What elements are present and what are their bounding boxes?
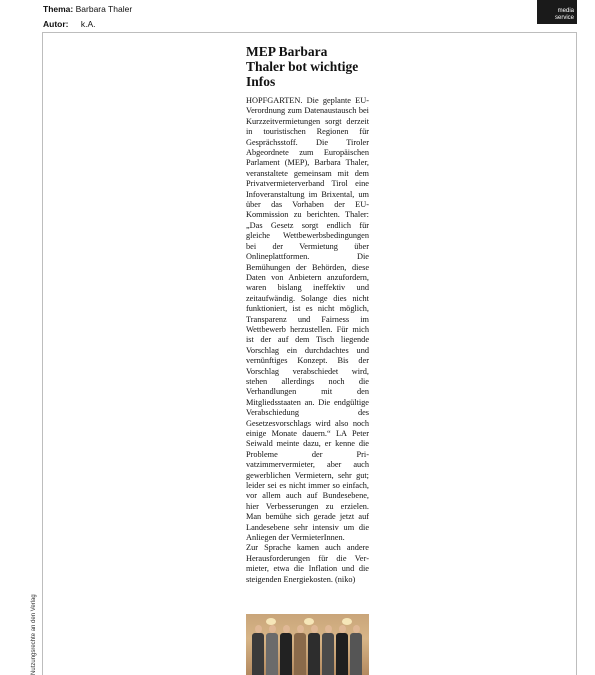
photo-person bbox=[294, 625, 306, 675]
ceiling-light bbox=[266, 618, 276, 625]
photo-person bbox=[322, 625, 334, 675]
media-service-logo bbox=[537, 0, 577, 24]
thema-value: Barbara Thaler bbox=[75, 4, 133, 14]
photo-person bbox=[280, 625, 292, 675]
autor-label: Autor: bbox=[43, 19, 69, 29]
photo-person bbox=[336, 625, 348, 675]
photo-person bbox=[350, 625, 362, 675]
article-paragraph: Zur Sprache kamen auch andere Herausforderungen für die Vermieter, etwa die Inflation und die steigenden Energiekosten. (niko) bbox=[246, 543, 369, 584]
photo-person bbox=[252, 625, 264, 675]
autor-line bbox=[43, 19, 96, 29]
article-paragraph: HOPFGARTEN. Die geplante EU-Verordnung zum Datenaustausch bei Kurzzeitvermietungen sorgt derzeit in touristischen Regionen für Gesprächsstoff. Die Tiroler Abgeordnete zum Europäischen Parlament (MEP), Barbara Thaler, veranstaltete gemeinsam mit dem Privatvermieterverband Tirol eine Infoveranstaltung im Brixental, um über das Vorhaben der EU-Kommission zu berichten. Thaler: „Das Gesetz sorgt endlich für gleiche Wettbewerbsbedingungen bei der Vermietung über Onlineplattformen. Die Bemühungen der Behörden, diese Daten von Anbietern anzufordern, waren bislang ineffektiv und zeitaufwändig. Solange dies nicht funktioniert, ist es nicht möglich, Transparenz und Fairness im Wettbewerb herzustellen. Für mich ist der auf dem Tisch liegende Vorschlag ein durchdachtes und vernünftiges Konzept. Bis der Vorschlag verabschiedet wird, stehen allerdings noch die Verhandlungen mit den Mitgliedsstaaten an. Die endgültige Verabschiedung des Gesetzesvorschlags wird also noch einige Monate dauern.“ LA Peter Seiwald meinte dazu, er kenne die Probleme der Privatzimmervermieter, aber auch gewerblichen Vermietern, sehr gut; leider sei es nicht immer so einfach, vor allem auch auf Bundesebene, hier Verbesserungen zu erzielen. Man bemühe sich gerade jetzt auf Landesebene sehr intensiv um die Anliegen der VermieterInnen. bbox=[246, 96, 369, 543]
thema-line bbox=[43, 4, 132, 14]
photo-person bbox=[266, 625, 278, 675]
logo-line-1: media bbox=[557, 8, 574, 14]
logo-line-2: service bbox=[554, 15, 574, 21]
article bbox=[246, 44, 369, 585]
side-note: Nutzungsrechte an den Verlag bbox=[31, 594, 37, 675]
ceiling-light bbox=[304, 618, 314, 625]
group-photo bbox=[246, 614, 369, 675]
article-headline: MEP Barbara Thaler bot wichtige Infos bbox=[246, 44, 359, 89]
ceiling-light bbox=[342, 618, 352, 625]
photo-person bbox=[308, 625, 320, 675]
article-body bbox=[246, 96, 369, 585]
autor-value: k.A. bbox=[80, 19, 96, 29]
thema-label: Thema: bbox=[43, 4, 74, 14]
